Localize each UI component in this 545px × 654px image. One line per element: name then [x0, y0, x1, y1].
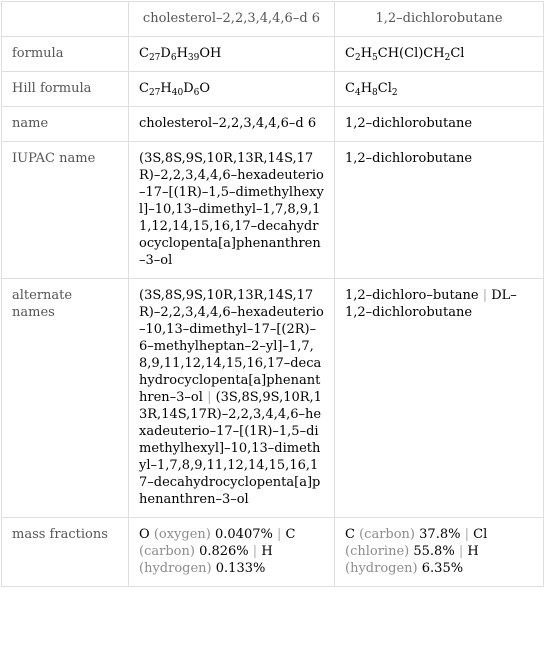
row-name	[2, 107, 544, 142]
separator: |	[458, 544, 464, 559]
formula-text: OH	[199, 46, 222, 61]
name-dichlorobutane: 1,2–dichlorobutane	[335, 107, 544, 142]
name-cholesterol: cholesterol–2,2,3,4,4,6–d 6	[129, 107, 335, 142]
column-header-cholesterol: cholesterol–2,2,3,4,4,6–d 6	[129, 2, 335, 37]
header-row	[2, 2, 544, 37]
mass-fraction-item: H (hydrogen) 6.35%	[345, 544, 479, 576]
formula-dichlorobutane	[335, 37, 544, 72]
row-mass-fractions	[2, 518, 544, 587]
row-alternate-names	[2, 279, 544, 518]
formula-text: D	[160, 46, 171, 61]
separator: |	[276, 527, 282, 542]
formula-text: H	[176, 46, 188, 61]
formula-subscript: 5	[372, 53, 378, 63]
mass-fraction-item: O (oxygen) 0.0407%	[139, 527, 273, 542]
formula-subscript: 8	[372, 88, 378, 98]
separator: |	[252, 544, 258, 559]
separator: |	[482, 288, 488, 303]
formula-cholesterol	[129, 37, 335, 72]
formula-text: D	[183, 81, 194, 96]
mass-fractions-cholesterol	[129, 518, 335, 587]
formula-text: H	[360, 81, 373, 96]
comparison-table	[1, 1, 544, 587]
mass-fraction-item: C (carbon) 37.8%	[345, 527, 461, 542]
row-label-formula: formula	[2, 37, 129, 72]
hill-formula-dichlorobutane	[335, 72, 544, 107]
formula-text: Cl	[377, 81, 392, 96]
alternate-names-dichlorobutane	[335, 279, 544, 518]
iupac-name-cholesterol: (3S,8S,9S,10R,13R,14S,17R)–2,2,3,4,4,6–hexadeuterio–17–[(1R)–1,5–dimethylhexyl]–10,13–dimethyl–1,7,8,9,11,12,14,15,16,17–decahydrocyclopenta[a]phenanthren–3–ol	[129, 142, 335, 279]
formula-text: Cl	[450, 46, 465, 61]
row-label-name: name	[2, 107, 129, 142]
formula-text: C	[345, 46, 355, 61]
separator: |	[207, 390, 212, 405]
formula-text: H	[360, 46, 373, 61]
formula-subscript: 2	[391, 88, 398, 98]
formula-text: O	[199, 81, 211, 96]
iupac-name-dichlorobutane: 1,2–dichlorobutane	[335, 142, 544, 279]
alternate-name: DL–1,2–dichlorobutane	[345, 288, 517, 320]
mass-fraction-item: C (carbon) 0.826%	[139, 527, 296, 559]
formula-subscript: 27	[148, 53, 161, 63]
formula-subscript: 40	[171, 88, 184, 98]
row-label-hill-formula: Hill formula	[2, 72, 129, 107]
mass-fractions-dichlorobutane	[335, 518, 544, 587]
formula-text: CH(Cl)CH	[377, 46, 445, 61]
separator: |	[464, 527, 469, 542]
row-label-mass-fractions: mass fractions	[2, 518, 129, 587]
alternate-name: (3S,8S,9S,10R,13R,14S,17R)–2,2,3,4,4,6–hexadeuterio–17–[(1R)–1,5–dimethylhexyl]–10,13–dimethyl–1,7,8,9,11,12,14,15,16,17–decahydrocyclopenta[a]phenanthren–3–ol	[139, 390, 322, 507]
mass-fraction-item: Cl (chlorine) 55.8%	[345, 527, 488, 559]
formula-text: C	[139, 46, 149, 61]
formula-text: C	[139, 81, 149, 96]
formula-text: H	[160, 81, 172, 96]
row-label-alternate-names: alternate names	[2, 279, 129, 518]
formula-subscript: 4	[354, 88, 361, 98]
formula-subscript: 6	[193, 88, 200, 98]
row-formula	[2, 37, 544, 72]
row-label-iupac-name: IUPAC name	[2, 142, 129, 279]
row-iupac-name	[2, 142, 544, 279]
formula-text: C	[345, 81, 355, 96]
alternate-name: 1,2–dichloro–butane	[345, 288, 479, 303]
hill-formula-cholesterol	[129, 72, 335, 107]
formula-subscript: 2	[444, 53, 451, 63]
formula-subscript: 39	[187, 53, 200, 63]
alternate-names-cholesterol	[129, 279, 335, 518]
mass-fraction-item: H (hydrogen) 0.133%	[139, 544, 273, 576]
row-hill-formula	[2, 72, 544, 107]
alternate-name: (3S,8S,9S,10R,13R,14S,17R)–2,2,3,4,4,6–hexadeuterio–10,13–dimethyl–17–[(2R)–6–methylheptan–2–yl]–1,7,8,9,11,12,14,15,16,17–decahydrocyclopenta[a]phenanthren–3–ol	[139, 288, 324, 405]
formula-subscript: 27	[148, 88, 161, 98]
column-header-dichlorobutane: 1,2–dichlorobutane	[335, 2, 544, 37]
formula-subscript: 2	[354, 53, 361, 63]
corner-cell	[2, 2, 129, 37]
formula-subscript: 6	[170, 53, 177, 63]
